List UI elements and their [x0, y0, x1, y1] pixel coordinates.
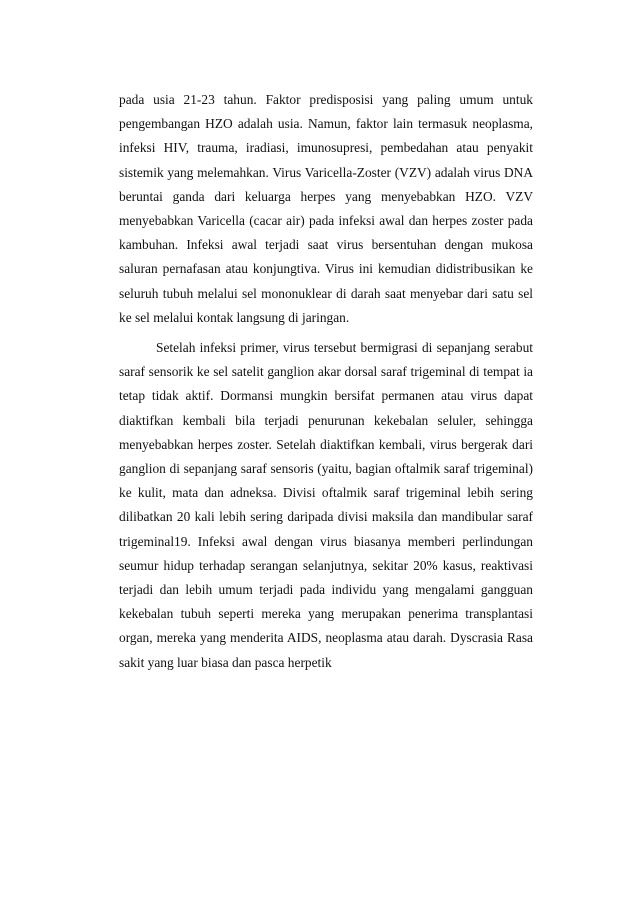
body-text — [119, 88, 533, 675]
paragraph-1: pada usia 21-23 tahun. Faktor predisposisi yang paling umum untuk pengembangan HZO adalah usia. Namun, faktor lain termasuk neoplasma, infeksi HIV, trauma, iradiasi, imunosupresi, pembedahan atau penyakit sistemik yang melemahkan. Virus Varicella-Zoster (VZV) adalah virus DNA beruntai ganda dari keluarga herpes yang menyebabkan HZO. VZV menyebabkan Varicella (cacar air) pada infeksi awal dan herpes zoster pada kambuhan. Infeksi awal terjadi saat virus bersentuhan dengan mukosa saluran pernafasan atau konjungtiva. Virus ini kemudian didistribusikan ke seluruh tubuh melalui sel mononuklear di darah saat menyebar dari satu sel ke sel melalui kontak langsung di jaringan. — [119, 92, 533, 325]
paragraph-2: Setelah infeksi primer, virus tersebut bermigrasi di sepanjang serabut saraf sensorik ke sel satelit ganglion akar dorsal saraf trigeminal di tempat ia tetap tidak aktif. Dormansi mungkin bersifat permanen atau virus dapat diaktifkan kembali bila terjadi penurunan kekebalan seluler, sehingga menyebabkan herpes zoster. Setelah diaktifkan kembali, virus bergerak dari ganglion di sepanjang saraf sensoris (yaitu, bagian oftalmik saraf trigeminal) ke kulit, mata dan adneksa. Divisi oftalmik saraf trigeminal lebih sering dilibatkan 20 kali lebih sering daripada divisi maksila dan mandibular saraf trigeminal19. Infeksi awal dengan virus biasanya memberi perlindungan seumur hidup terhadap serangan selanjutnya, sekitar 20% kasus, reaktivasi terjadi dan lebih umum terjadi pada individu yang mengalami gangguan kekebalan tubuh seperti mereka yang merupakan penerima transplantasi organ, mereka yang menderita AIDS, neoplasma atau darah. Dyscrasia Rasa sakit yang luar biasa dan pasca herpetik — [119, 340, 533, 670]
